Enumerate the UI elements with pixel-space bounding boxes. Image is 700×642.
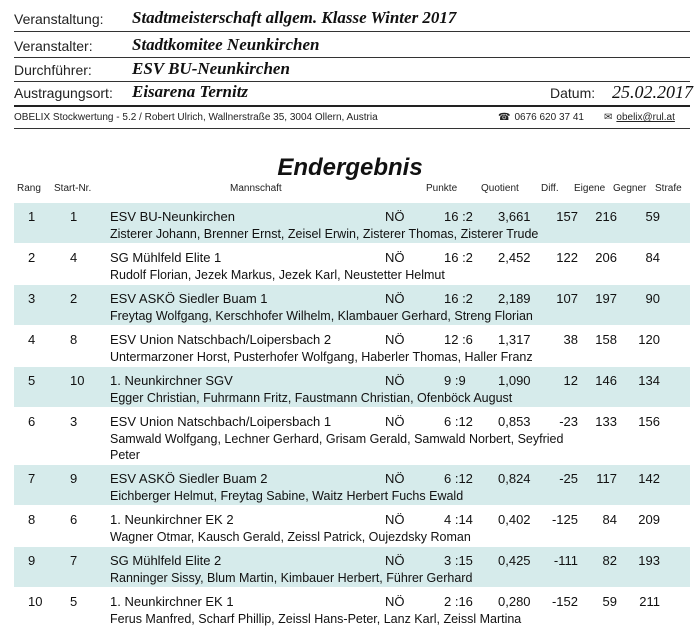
rank: 1: [28, 209, 36, 224]
opp-score: 134: [638, 373, 660, 388]
points: 3 :15: [444, 553, 473, 568]
state: NÖ: [385, 512, 405, 527]
quotient: 2,452: [498, 250, 531, 265]
date-value: 25.02.2017: [612, 82, 693, 102]
header-row-organizer: [14, 35, 690, 57]
start-number: 10: [70, 373, 85, 388]
col-quotient: Quotient: [481, 183, 519, 194]
event-label: Veranstaltung:: [14, 11, 104, 27]
event-value: Stadtmeisterschaft allgem. Klasse Winter 2017: [132, 8, 457, 27]
diff: -125: [551, 512, 578, 527]
state: NÖ: [385, 250, 405, 265]
players: Zisterer Johann, Brenner Ernst, Zeisel Erwin, Zisterer Thomas, Zisterer Trude: [110, 227, 539, 241]
opp-score: 209: [638, 512, 660, 527]
diff: -152: [551, 594, 578, 609]
own-score: 82: [602, 553, 617, 568]
table-row: [14, 408, 690, 464]
mail-icon: ✉: [604, 112, 613, 123]
table-row: [14, 326, 690, 366]
own-score: 146: [595, 373, 617, 388]
team-name: ESV ASKÖ Siedler Buam 2: [110, 471, 268, 486]
opp-score: 211: [639, 594, 660, 609]
start-number: 6: [70, 512, 78, 527]
quotient: 0,853: [498, 414, 531, 429]
own-score: 59: [602, 594, 617, 609]
start-number: 3: [70, 414, 78, 429]
rank: 6: [28, 414, 36, 429]
table-row: [14, 203, 690, 243]
opp-score: 90: [645, 291, 660, 306]
software-footer: [14, 112, 690, 126]
executor-value: ESV BU-Neunkirchen: [132, 59, 290, 78]
col-diff: Diff.: [541, 183, 559, 194]
points: 9 :9: [444, 373, 466, 388]
own-score: 117: [596, 471, 617, 486]
opp-score: 193: [638, 553, 660, 568]
team-name: SG Mühlfeld Elite 2: [110, 553, 222, 568]
quotient: 0,824: [498, 471, 531, 486]
date-label: Datum:: [550, 85, 596, 101]
executor-label: Durchführer:: [14, 62, 92, 78]
quotient: 3,661: [498, 209, 531, 224]
start-number: 9: [70, 471, 78, 486]
col-own: Eigene: [574, 183, 606, 194]
opp-score: 120: [638, 332, 660, 347]
players: Freytag Wolfgang, Kerschhofer Wilhelm, Klambauer Gerhard, Streng Florian: [110, 309, 533, 323]
opp-score: 156: [638, 414, 660, 429]
diff: -23: [559, 414, 578, 429]
state: NÖ: [385, 553, 405, 568]
own-score: 158: [595, 332, 617, 347]
table-row: [14, 367, 690, 407]
col-opp: Gegner: [613, 183, 647, 194]
email-link[interactable]: obelix@rul.at: [616, 112, 675, 123]
email-contact: [604, 112, 675, 123]
diff: 107: [556, 291, 578, 306]
rank: 5: [28, 373, 36, 388]
quotient: 0,280: [498, 594, 531, 609]
players: Egger Christian, Fuhrmann Fritz, Faustmann Christian, Ofenböck August: [110, 391, 513, 405]
venue-label: Austragungsort:: [14, 85, 113, 101]
start-number: 7: [70, 553, 78, 568]
software-credit: OBELIX Stockwertung - 5.2 / Robert Ulrich, Wallnerstraße 35, 3004 Ollern, Austria: [14, 112, 378, 123]
divider: [14, 105, 690, 107]
diff: 157: [556, 209, 578, 224]
quotient: 1,317: [498, 332, 531, 347]
players: Ferus Manfred, Scharf Phillip, Zeissl Hans-Peter, Lanz Karl, Zeissl Martina: [110, 612, 522, 626]
header-row-executor: [14, 59, 690, 81]
state: NÖ: [385, 291, 405, 306]
diff: 38: [563, 332, 578, 347]
players: Wagner Otmar, Kausch Gerald, Zeissl Patrick, Oujezdsky Roman: [110, 530, 471, 544]
divider: [14, 128, 690, 129]
rank: 8: [28, 512, 36, 527]
team-name: SG Mühlfeld Elite 1: [110, 250, 222, 265]
venue-value: Eisarena Ternitz: [132, 82, 249, 101]
divider: [14, 57, 690, 58]
state: NÖ: [385, 332, 405, 347]
col-team: Mannschaft: [230, 183, 282, 194]
players: Untermarzoner Horst, Pusterhofer Wolfgang, Haberler Thomas, Haller Franz: [110, 350, 533, 364]
col-points: Punkte: [426, 183, 458, 194]
rank: 10: [28, 594, 43, 609]
rank: 9: [28, 553, 36, 568]
opp-score: 142: [638, 471, 660, 486]
players: Eichberger Helmut, Freytag Sabine, Waitz Herbert Fuchs Ewald: [110, 489, 464, 503]
diff: -25: [559, 471, 578, 486]
start-number: 8: [70, 332, 78, 347]
points: 6 :12: [444, 471, 473, 486]
table-row: [14, 588, 690, 628]
players: Rudolf Florian, Jezek Markus, Jezek Karl, Neustetter Helmut: [110, 268, 445, 282]
organizer-value: Stadtkomitee Neunkirchen: [132, 35, 320, 54]
players: Ranninger Sissy, Blum Martin, Kimbauer Herbert, Führer Gerhard: [110, 571, 473, 585]
start-number: 5: [70, 594, 78, 609]
phone-number: 0676 620 37 41: [514, 112, 584, 123]
col-penalty: Strafe: [655, 183, 682, 194]
team-name: ESV Union Natschbach/Loipersbach 2: [110, 332, 332, 347]
page-title: Endergebnis: [277, 154, 423, 181]
state: NÖ: [385, 471, 405, 486]
own-score: 84: [602, 512, 617, 527]
opp-score: 59: [645, 209, 660, 224]
col-start: Start-Nr.: [54, 183, 92, 194]
state: NÖ: [385, 414, 405, 429]
table-row: [14, 506, 690, 546]
own-score: 133: [595, 414, 617, 429]
quotient: 0,402: [498, 512, 531, 527]
diff: 12: [563, 373, 578, 388]
start-number: 4: [70, 250, 78, 265]
rank: 3: [28, 291, 36, 306]
players: Samwald Wolfgang, Lechner Gerhard, Grisam Gerald, Samwald Norbert, Seyfried Peter: [110, 432, 564, 462]
table-row: [14, 285, 690, 325]
rank: 7: [28, 471, 36, 486]
own-score: 216: [595, 209, 617, 224]
divider: [14, 31, 690, 32]
organizer-label: Veranstalter:: [14, 38, 93, 54]
state: NÖ: [385, 594, 405, 609]
phone-icon: ☎: [498, 112, 511, 123]
state: NÖ: [385, 209, 405, 224]
header-row-venue: [14, 82, 693, 104]
quotient: 1,090: [498, 373, 531, 388]
diff: 122: [556, 250, 578, 265]
team-name: 1. Neunkirchner EK 2: [110, 512, 234, 527]
opp-score: 84: [645, 250, 660, 265]
table-row: [14, 465, 690, 505]
header-row-event: [14, 8, 690, 30]
own-score: 197: [595, 291, 617, 306]
points: 16 :2: [444, 291, 473, 306]
diff: -111: [553, 553, 578, 568]
team-name: ESV BU-Neunkirchen: [110, 209, 235, 224]
phone-contact: [498, 112, 584, 123]
own-score: 206: [595, 250, 617, 265]
start-number: 1: [70, 209, 78, 224]
points: 16 :2: [444, 250, 473, 265]
col-rank: Rang: [17, 183, 41, 194]
quotient: 0,425: [498, 553, 531, 568]
table-row: [14, 244, 690, 284]
points: 16 :2: [444, 209, 473, 224]
quotient: 2,189: [498, 291, 531, 306]
points: 4 :14: [444, 512, 473, 527]
state: NÖ: [385, 373, 405, 388]
team-name: 1. Neunkirchner EK 1: [110, 594, 234, 609]
team-name: 1. Neunkirchner SGV: [110, 373, 233, 388]
rank: 2: [28, 250, 36, 265]
rank: 4: [28, 332, 36, 347]
table-row: [14, 547, 690, 587]
team-name: ESV ASKÖ Siedler Buam 1: [110, 291, 268, 306]
team-name: ESV Union Natschbach/Loipersbach 1: [110, 414, 332, 429]
points: 12 :6: [444, 332, 473, 347]
points: 6 :12: [444, 414, 473, 429]
points: 2 :16: [444, 594, 473, 609]
start-number: 2: [70, 291, 78, 306]
